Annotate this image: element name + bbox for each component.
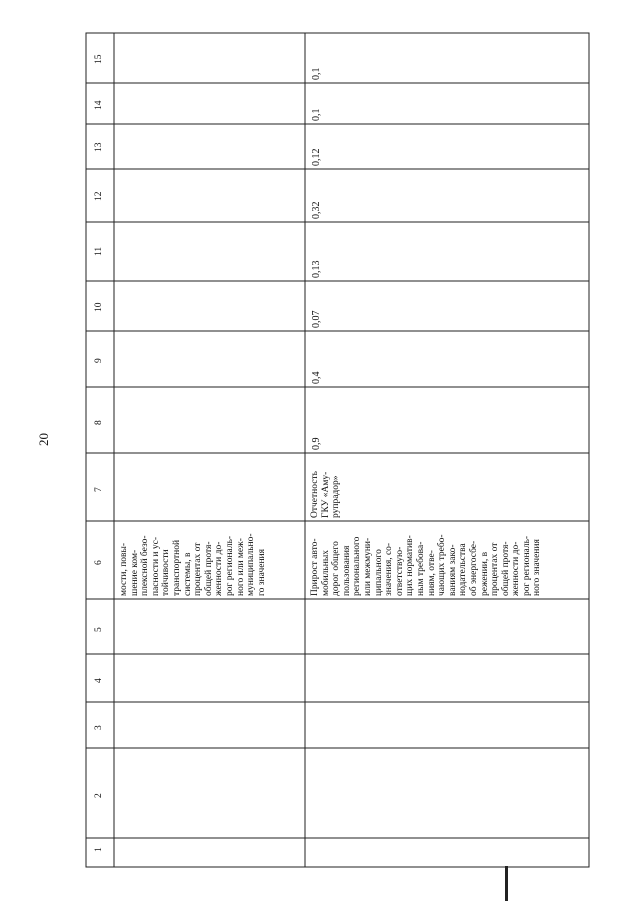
column-header-4: 4: [94, 678, 104, 683]
column-header-2: 2: [94, 793, 104, 798]
value-col-10: 0,07: [311, 310, 322, 328]
indicator-continuation: мости, повы- шение ком- плексной безо- пасности и ус- тойчивости транспортной системы, в процентах от общей протя- женности до- рог региональ- ного или меж- муниципально- го значения: [119, 533, 267, 596]
value-col-11: 0,13: [311, 260, 322, 278]
column-header-6: 6: [94, 560, 104, 565]
column-header-11: 11: [94, 246, 104, 256]
column-header-13: 13: [94, 142, 104, 152]
column-header-7: 7: [94, 487, 104, 492]
value-col-15: 0,1: [311, 67, 322, 80]
value-col-8: 0,9: [311, 437, 322, 450]
value-col-12: 0,32: [311, 201, 322, 219]
column-header-3: 3: [94, 725, 104, 730]
page-number: 20: [36, 433, 51, 446]
scan-edge-mark: [505, 866, 508, 901]
column-header-5: 5: [94, 627, 104, 632]
column-header-8: 8: [94, 420, 104, 425]
column-header-1: 1: [94, 847, 104, 852]
value-col-9: 0,4: [311, 371, 322, 384]
value-col-13: 0,12: [311, 148, 322, 166]
data-source: Отчетность ГКУ «Аму- рупрадор»: [310, 471, 342, 518]
column-header-12: 12: [94, 191, 104, 201]
column-header-10: 10: [94, 302, 104, 312]
column-header-15: 15: [94, 54, 104, 64]
column-header-14: 14: [94, 100, 104, 110]
indicator-text: Прирост авто- мобильных дорог общего пользования регионального или межмуни- ципального значения, со- ответствую- щих норматив- ным требова- ниям, отве- чающих требо- ваниям зако- нодательства об энергосбе- режении, в процентах от общей протя- женности до- рог региональ- ного значения: [310, 534, 543, 596]
column-header-9: 9: [94, 358, 104, 363]
value-col-14: 0,1: [311, 108, 322, 121]
